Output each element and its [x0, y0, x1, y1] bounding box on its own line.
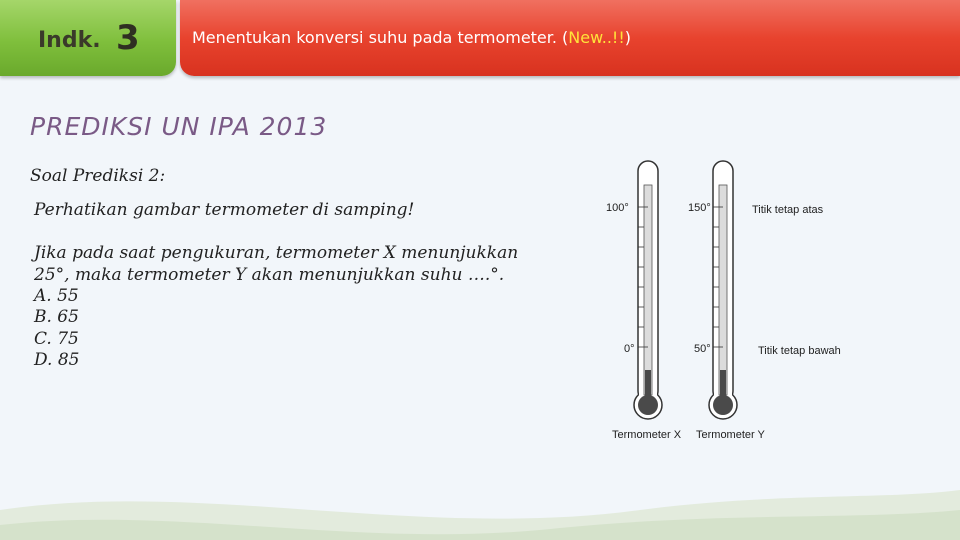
thermometer-y-top-label: 150°	[688, 202, 711, 214]
thermometer-figure	[590, 155, 860, 455]
option-a: A. 55	[34, 286, 79, 306]
header-description-suffix: )	[624, 28, 631, 47]
header-description-prefix: Menentukan konversi suhu pada termometer. (	[192, 28, 569, 47]
label-upper-fixed-point: Titik tetap atas	[752, 204, 824, 216]
thermometer-x-top-label: 100°	[606, 202, 629, 214]
label-lower-fixed-point: Titik tetap bawah	[758, 345, 841, 357]
header-bar	[180, 0, 960, 76]
thermometer-x-bottom-label: 0°	[624, 343, 635, 355]
option-d: D. 85	[34, 350, 80, 370]
option-c: C. 75	[34, 329, 79, 349]
indicator-label: Indk.	[38, 28, 101, 53]
question-line-1: Jika pada saat pengukuran, termometer X menunjukkan	[34, 243, 519, 263]
new-badge: New..!!	[568, 28, 625, 47]
thermometer-x-name: Termometer X	[612, 429, 682, 441]
thermometer-y-name: Termometer Y	[696, 429, 765, 441]
header-description	[192, 28, 631, 47]
soal-label: Soal Prediksi 2:	[30, 166, 166, 186]
thermometer-x	[606, 161, 682, 441]
thermometer-y-bottom-label: 50°	[694, 343, 711, 355]
question-line-2: 25°, maka termometer Y akan menunjukkan suhu ….°.	[34, 264, 505, 285]
indicator-number: 3	[116, 18, 140, 58]
thermometer-y	[688, 161, 766, 441]
indicator-box	[0, 0, 176, 76]
page-title: PREDIKSI UN IPA 2013	[30, 112, 328, 141]
option-b: B. 65	[34, 307, 79, 327]
decorative-bottom-wave	[0, 470, 960, 540]
instruction-text: Perhatikan gambar termometer di samping!	[34, 200, 415, 220]
question-text	[34, 243, 518, 286]
